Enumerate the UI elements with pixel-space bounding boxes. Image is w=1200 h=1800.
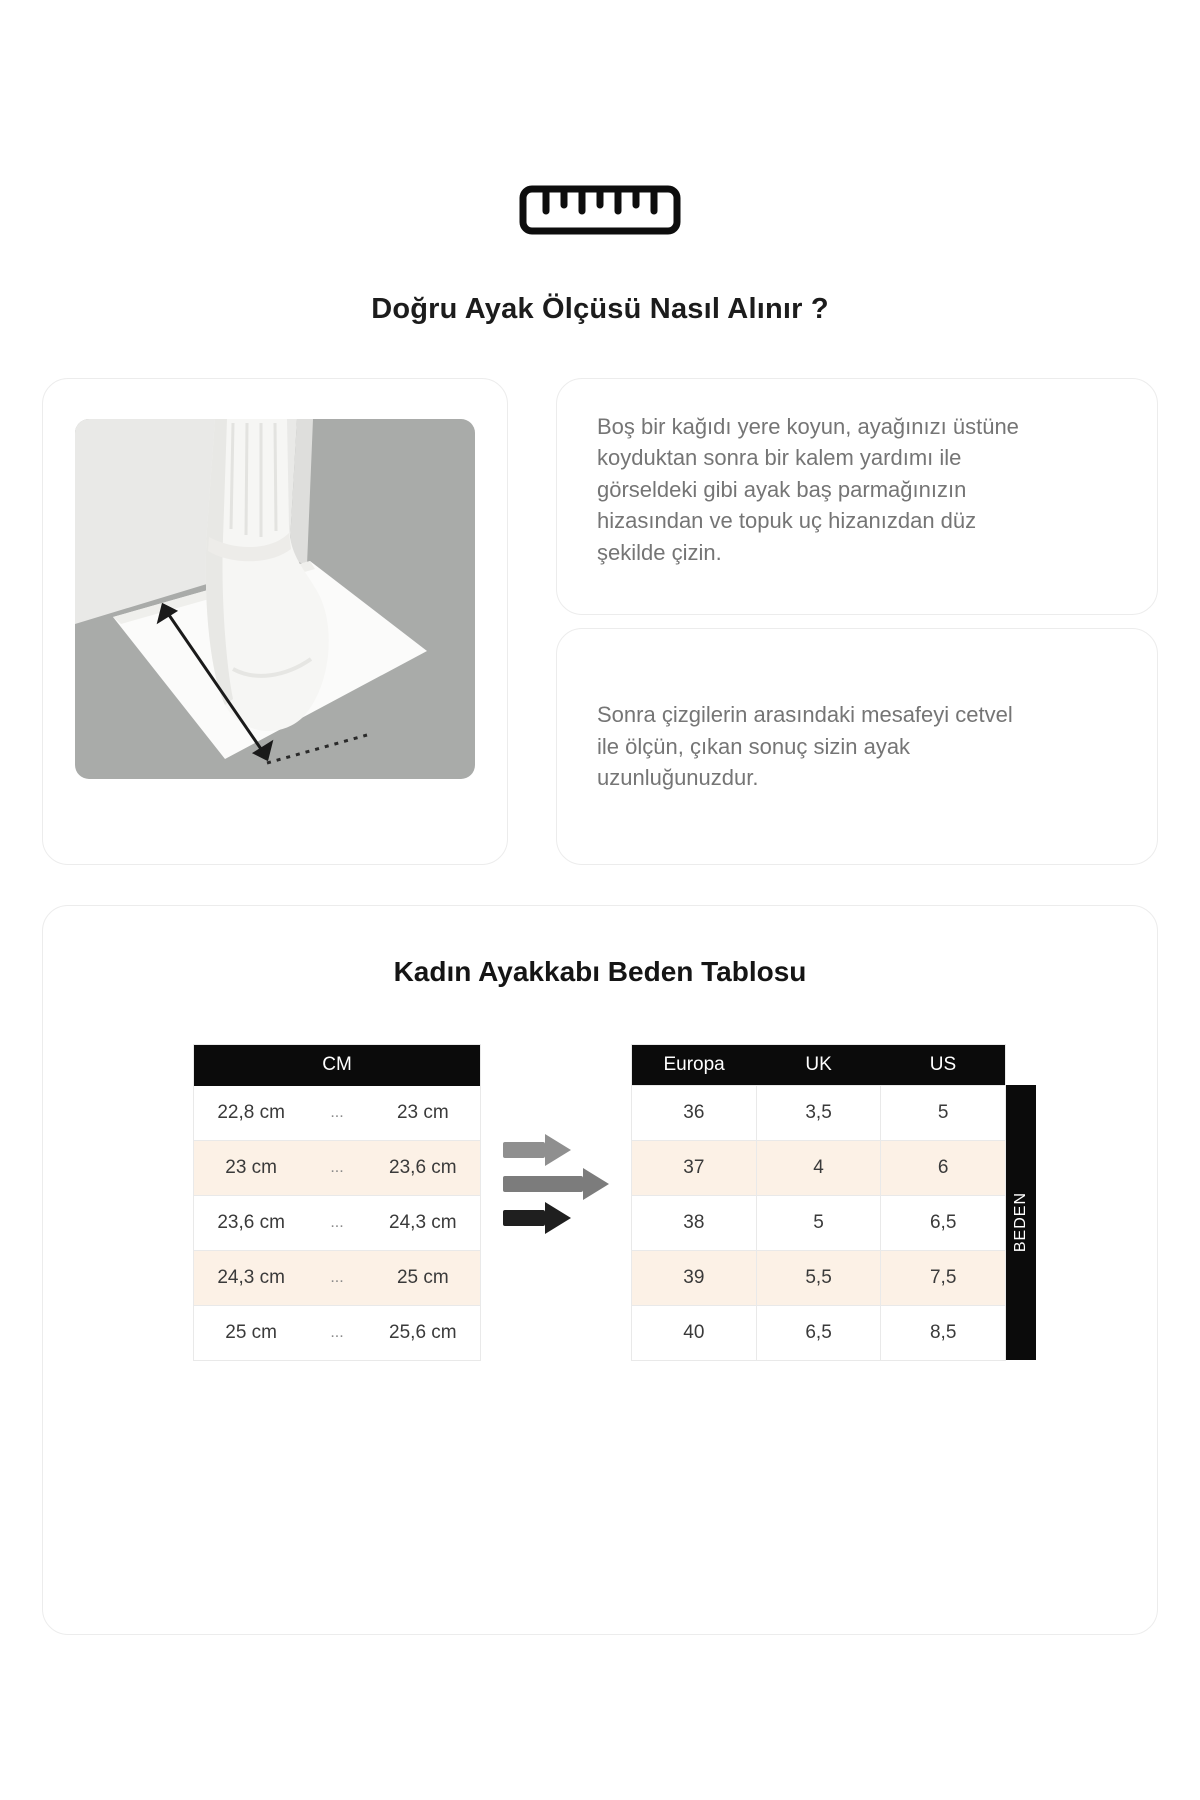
instruction-step-2-card: [556, 628, 1158, 865]
size-table-header-row: [632, 1045, 1006, 1086]
instruction-step-1-text: Boş bir kağıdı yere koyun, ayağınızı üstüne koyduktan sonra bir kalem yardımı ile görseldeki gibi ayak baş parmağınızın hizasından ve topuk uç hizanızdan düz şekilde çizin.: [597, 414, 1019, 565]
size-table-card: [42, 905, 1158, 1635]
size-uk-cell: 4: [756, 1141, 881, 1196]
international-size-table: [631, 1044, 1006, 1361]
cm-sep-cell: ...: [308, 1141, 365, 1196]
size-europa-cell: 38: [632, 1196, 757, 1251]
size-tables-row: [43, 1044, 1157, 1361]
cm-table-row: [194, 1251, 481, 1306]
cm-from-cell: 23,6 cm: [217, 1212, 285, 1233]
instruction-step-2-text: Sonra çizgilerin arasındaki mesafeyi cetvel ile ölçün, çıkan sonuç sizin ayak uzunluğunuzdur.: [597, 702, 1013, 791]
size-us-cell: 8,5: [881, 1306, 1006, 1361]
cm-table-row: [194, 1141, 481, 1196]
size-table-header-uk: UK: [756, 1045, 881, 1086]
cm-table-header: CM: [194, 1045, 481, 1086]
cm-to-cell: 23 cm: [396, 1101, 449, 1123]
cm-sep-cell: ...: [308, 1251, 365, 1306]
size-uk-cell: 5: [756, 1196, 881, 1251]
cm-table-row: [194, 1196, 481, 1251]
cm-table-body: [194, 1086, 481, 1361]
cm-to-cell: 25,6 cm: [389, 1322, 457, 1343]
size-europa-cell: 39: [632, 1251, 757, 1306]
size-table-row: [632, 1251, 1006, 1306]
cm-sep-cell: ...: [330, 1103, 344, 1121]
size-table-row: [632, 1306, 1006, 1361]
cm-to-cell: 24,3 cm: [389, 1212, 457, 1233]
size-uk-cell: 5,5: [756, 1251, 881, 1306]
cm-table-row: [194, 1306, 481, 1361]
foot-measurement-photo-card: [42, 378, 508, 865]
cm-to-cell: 25 cm: [366, 1251, 481, 1306]
cm-table: [193, 1044, 481, 1361]
cm-sep-cell: ...: [330, 1214, 344, 1231]
cm-to-cell: 23,6 cm: [366, 1141, 481, 1196]
size-us-cell: 6: [881, 1141, 1006, 1196]
size-us-cell: 5: [881, 1086, 1006, 1141]
size-table-header-us: US: [881, 1045, 1006, 1086]
size-europa-cell: 37: [632, 1141, 757, 1196]
international-size-table-wrap: [631, 1044, 1036, 1361]
size-table-row: [632, 1141, 1006, 1196]
cm-sep-cell: ...: [330, 1324, 344, 1341]
cm-table-header-row: [194, 1045, 481, 1086]
size-table-title: Kadın Ayakkabı Beden Tablosu: [393, 956, 807, 987]
instruction-text-column: [556, 378, 1158, 865]
cm-table-row: [194, 1086, 481, 1141]
size-table-row: [632, 1196, 1006, 1251]
size-uk-cell: 3,5: [756, 1086, 881, 1141]
page-title: Doğru Ayak Ölçüsü Nasıl Alınır ?: [371, 293, 829, 325]
size-us-cell: 6,5: [881, 1196, 1006, 1251]
size-table-header-europa: Europa: [632, 1045, 757, 1086]
three-right-arrows-icon: [497, 1116, 617, 1257]
size-europa-cell: 36: [632, 1086, 757, 1141]
cm-from-cell: 22,8 cm: [217, 1101, 285, 1123]
size-table-row: [632, 1086, 1006, 1141]
cm-from-cell: 25 cm: [225, 1322, 278, 1343]
beden-side-label: [1006, 1085, 1036, 1360]
size-uk-cell: 6,5: [756, 1306, 881, 1361]
ruler-icon: [519, 185, 681, 235]
instruction-step-1-card: [556, 378, 1158, 615]
size-table-body: [632, 1086, 1006, 1361]
cm-from-cell: 23 cm: [194, 1141, 309, 1196]
size-us-cell: 7,5: [881, 1251, 1006, 1306]
cm-from-cell: 24,3 cm: [194, 1251, 309, 1306]
measurement-instructions: [42, 378, 1158, 865]
foot-on-paper-measurement-photo: [75, 419, 475, 779]
size-europa-cell: 40: [632, 1306, 757, 1361]
beden-side-label-text: BEDEN: [1012, 1192, 1029, 1253]
page-header: [0, 0, 1200, 326]
